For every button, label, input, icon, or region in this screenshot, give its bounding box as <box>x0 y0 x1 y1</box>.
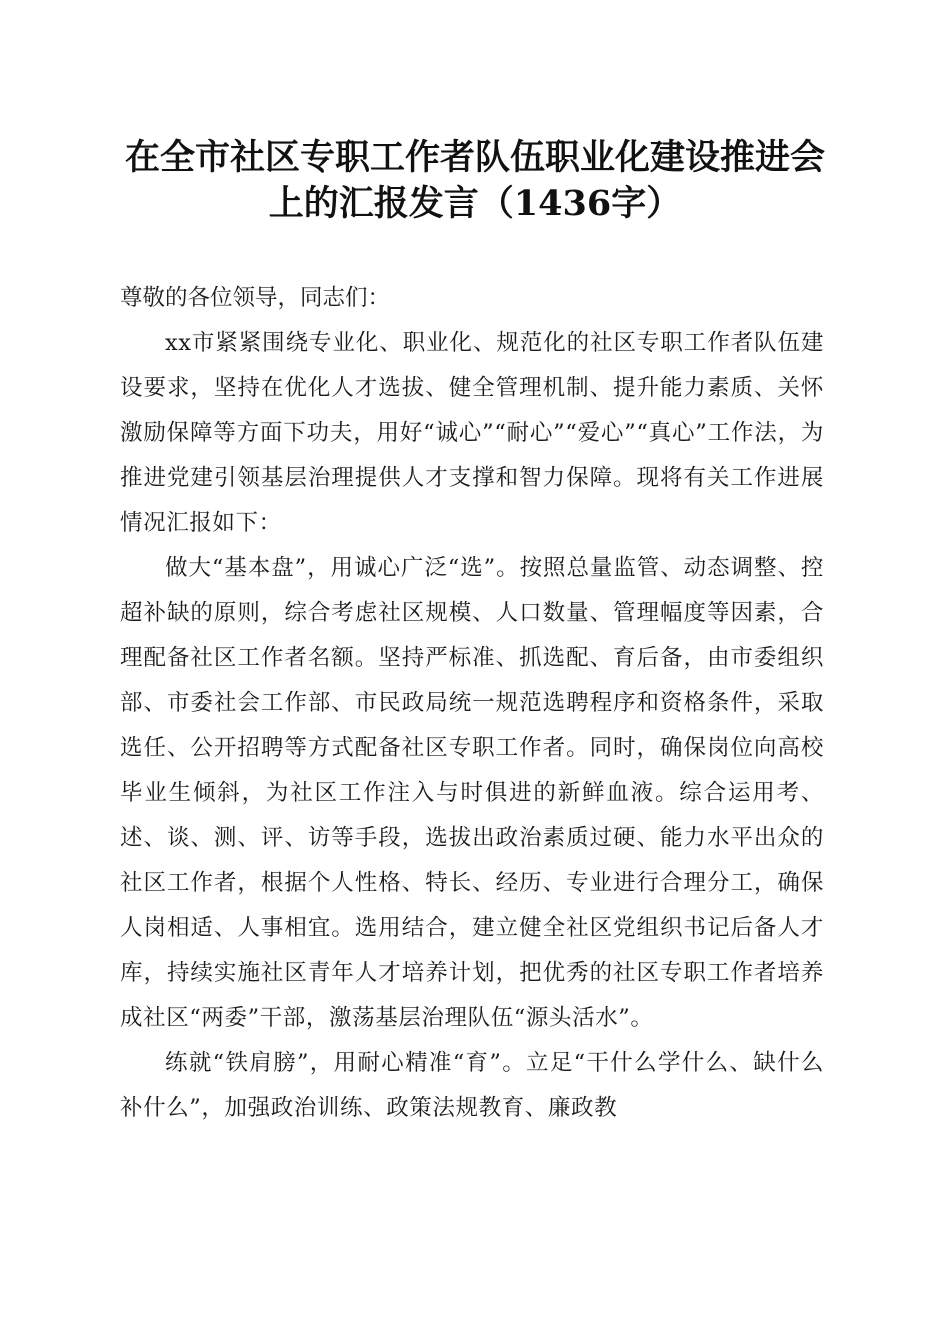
title-line-1: 在全市社区专职工作者队伍职业化建设推进会 <box>124 137 825 178</box>
document-title <box>100 135 850 227</box>
paragraph-intro: xx市紧紧围绕专业化、职业化、规范化的社区专职工作者队伍建设要求，坚持在优化人才选拔、健全管理机制、提升能力素质、关怀激励保障等方面下功夫，用好“诚心”“耐心”“爱心”“真心”工作法，为推进党建引领基层治理提供人才支撑和智力保障。现将有关工作进展情况汇报如下： <box>120 330 824 536</box>
salutation: 尊敬的各位领导，同志们： <box>120 285 391 311</box>
title-line-2: 上的汇报发言（1436字） <box>268 183 682 224</box>
paragraph-selection: 做大“基本盘”，用诚心广泛“选”。按照总量监管、动态调整、控超补缺的原则，综合考虑社区规模、人口数量、管理幅度等因素，合理配备社区工作者名额。坚持严标准、抓选配、育后备，由市委组织部、市委社会工作部、市民政局统一规范选聘程序和资格条件，采取选任、公开招聘等方式配备社区专职工作者。同时，确保岗位向高校毕业生倾斜，为社区工作注入与时俱进的新鲜血液。综合运用考、述、谈、测、评、访等手段，选拔出政治素质过硬、能力水平出众的社区工作者，根据个人性格、特长、经历、专业进行合理分工，确保人岗相适、人事相宜。选用结合，建立健全社区党组织书记后备人才库，持续实施社区青年人才培养计划，把优秀的社区专职工作者培养成社区“两委”干部，激荡基层治理队伍“源头活水”。 <box>120 555 824 1031</box>
document-body <box>120 276 824 1131</box>
paragraph-training: 练就“铁肩膀”，用耐心精准“育”。立足“干什么学什么、缺什么补什么”，加强政治训练、政策法规教育、廉政教 <box>120 1050 824 1121</box>
